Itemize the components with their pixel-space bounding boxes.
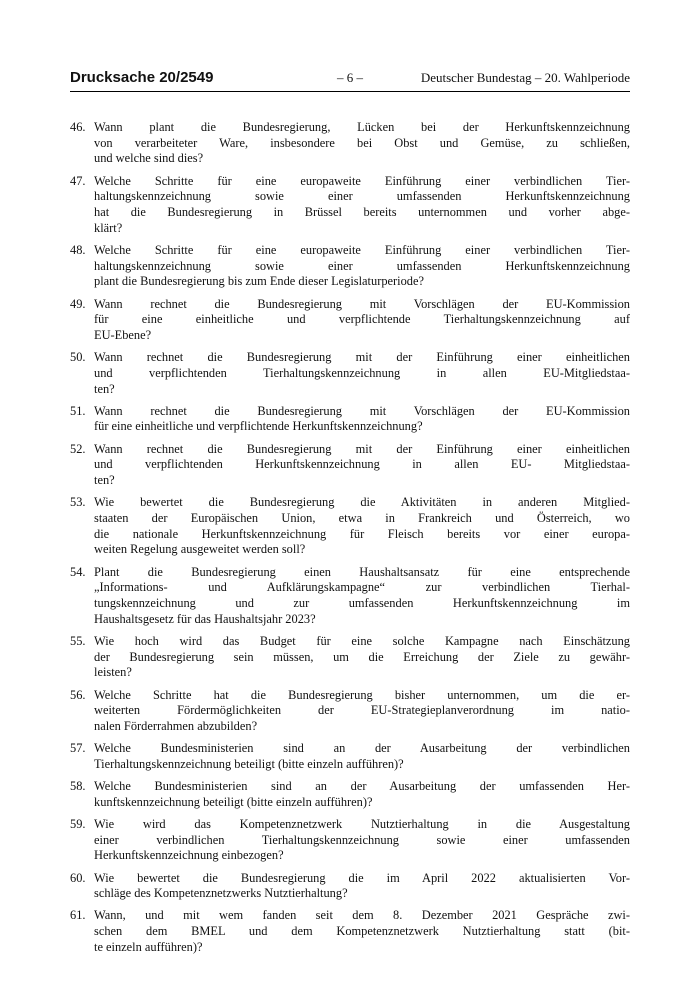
question-item bbox=[70, 908, 630, 955]
question-number: 46. bbox=[70, 120, 86, 134]
question-line: Welche Bundesministerien sind an der Ausarbeitung der umfassenden Her- bbox=[94, 779, 630, 794]
question-item bbox=[70, 741, 630, 772]
question-item bbox=[70, 297, 630, 344]
question-line: Welche Schritte hat die Bundesregierung bisher unternommen, um die er- bbox=[94, 687, 630, 702]
publisher-label: Deutscher Bundestag – 20. Wahlperiode bbox=[420, 70, 630, 85]
question-item bbox=[70, 817, 630, 864]
question-text bbox=[94, 779, 630, 810]
question-line: für eine einheitliche und verpflichtende Tierhaltungskennzeichnung auf bbox=[94, 312, 630, 327]
question-text bbox=[94, 871, 630, 902]
question-item bbox=[70, 688, 630, 735]
question-number: 47. bbox=[70, 173, 86, 188]
question-item bbox=[70, 174, 630, 237]
question-line: Wie bewertet die Bundesregierung die Aktivitäten in anderen Mitglied- bbox=[94, 495, 630, 510]
question-line: Wann plant die Bundesregierung, Lücken bei der Herkunftskennzeichnung bbox=[94, 120, 630, 134]
question-text bbox=[94, 442, 630, 489]
question-line: Wann rechnet die Bundesregierung mit der Einführung einer einheitlichen bbox=[94, 350, 630, 365]
question-line: Wann, und mit wem fanden seit dem 8. Dezember 2021 Gespräche zwi- bbox=[94, 908, 630, 923]
page-header bbox=[70, 69, 630, 91]
page-number: – 6 – bbox=[337, 70, 363, 85]
question-number: 51. bbox=[70, 403, 86, 418]
question-line: Wie hoch wird das Budget für eine solche Kampagne nach Einschätzung bbox=[94, 633, 630, 648]
question-line: tungskennzeichnung und zur umfassenden Herkunftskennzeichnung im bbox=[94, 595, 630, 610]
question-number: 48. bbox=[70, 242, 86, 257]
question-number: 49. bbox=[70, 296, 86, 311]
question-item bbox=[70, 495, 630, 558]
question-text bbox=[94, 565, 630, 628]
question-number: 52. bbox=[70, 441, 86, 456]
question-item bbox=[70, 120, 630, 167]
question-line: klärt? bbox=[94, 220, 123, 235]
question-text bbox=[94, 634, 630, 681]
question-text bbox=[94, 120, 630, 167]
question-list bbox=[70, 120, 630, 962]
question-line: leisten? bbox=[94, 665, 132, 680]
question-line: nalen Förderrahmen abzubilden? bbox=[94, 718, 258, 733]
question-line: Herkunftskennzeichnung einbezogen? bbox=[94, 848, 284, 863]
question-line: Welche Schritte für eine europaweite Einführung einer verbindlichen Tier- bbox=[94, 242, 630, 257]
question-item bbox=[70, 634, 630, 681]
question-text bbox=[94, 908, 630, 955]
question-line: Plant die Bundesregierung einen Haushaltsansatz für eine entsprechende bbox=[94, 564, 630, 579]
question-line: Wann rechnet die Bundesregierung mit Vorschlägen der EU-Kommission bbox=[94, 296, 630, 311]
question-text bbox=[94, 174, 630, 237]
question-line: und verpflichtenden Tierhaltungskennzeichnung in allen EU-Mitgliedstaa- bbox=[94, 365, 630, 380]
document-number: Drucksache 20/2549 bbox=[70, 69, 214, 86]
question-line: te einzeln aufführen)? bbox=[94, 939, 203, 954]
question-item bbox=[70, 243, 630, 290]
question-line: EU-Ebene? bbox=[94, 327, 152, 342]
question-text bbox=[94, 741, 630, 772]
question-line: für eine einheitliche und verpflichtende Herkunftskennzeichnung? bbox=[94, 419, 423, 434]
header-rule bbox=[70, 91, 630, 92]
question-line: Wann rechnet die Bundesregierung mit Vorschlägen der EU-Kommission bbox=[94, 403, 630, 418]
question-line: haltungskennzeichnung sowie einer umfassenden Herkunftskennzeichnung bbox=[94, 258, 630, 273]
question-number: 50. bbox=[70, 350, 86, 365]
question-line: Wie wird das Kompetenznetzwerk Nutztierhaltung in die Ausgestaltung bbox=[94, 816, 630, 831]
question-text bbox=[94, 350, 630, 397]
question-line: weiterten Fördermöglichkeiten der EU-Strategieplanverordnung im natio- bbox=[94, 703, 630, 718]
question-number: 55. bbox=[70, 633, 86, 648]
question-line: kunftskennzeichnung beteiligt (bitte einzeln aufführen)? bbox=[94, 794, 373, 809]
question-line: Tierhaltungskennzeichnung beteiligt (bitte einzeln aufführen)? bbox=[94, 756, 404, 771]
question-line: ten? bbox=[94, 381, 115, 396]
question-line: ten? bbox=[94, 473, 115, 488]
question-text bbox=[94, 817, 630, 864]
question-line: plant die Bundesregierung bis zum Ende dieser Legislaturperiode? bbox=[94, 274, 424, 289]
question-text bbox=[94, 243, 630, 290]
question-number: 53. bbox=[70, 495, 86, 510]
question-number: 61. bbox=[70, 908, 86, 923]
question-line: Wie bewertet die Bundesregierung die im April 2022 aktualisierten Vor- bbox=[94, 870, 630, 885]
question-line: weiten Regelung ausgeweitet werden soll? bbox=[94, 542, 306, 557]
question-item bbox=[70, 350, 630, 397]
question-line: haltungskennzeichnung sowie einer umfassenden Herkunftskennzeichnung bbox=[94, 189, 630, 204]
question-line: schen dem BMEL und dem Kompetenznetzwerk Nutztierhaltung statt (bit- bbox=[94, 924, 630, 939]
question-text bbox=[94, 495, 630, 558]
question-line: der Bundesregierung sein müssen, um die Erreichung der Ziele zu gewähr- bbox=[94, 649, 630, 664]
question-line: und welche sind dies? bbox=[94, 151, 204, 166]
question-item bbox=[70, 565, 630, 628]
question-number: 56. bbox=[70, 687, 86, 702]
question-line: „Informations- und Aufklärungskampagne“ zur verbindlichen Tierhal- bbox=[94, 580, 630, 595]
question-item bbox=[70, 442, 630, 489]
question-text bbox=[94, 404, 630, 435]
question-item bbox=[70, 871, 630, 902]
question-text bbox=[94, 688, 630, 735]
question-line: die nationale Herkunftskennzeichnung für Fleisch bereits vor einer europa- bbox=[94, 526, 630, 541]
question-item bbox=[70, 404, 630, 435]
question-line: Welche Schritte für eine europaweite Einführung einer verbindlichen Tier- bbox=[94, 173, 630, 188]
question-number: 57. bbox=[70, 741, 86, 756]
question-text bbox=[94, 297, 630, 344]
question-number: 59. bbox=[70, 816, 86, 831]
question-number: 60. bbox=[70, 870, 86, 885]
question-line: schläge des Kompetenznetzwerks Nutztierhaltung? bbox=[94, 886, 348, 901]
question-line: Haushaltsgesetz für das Haushaltsjahr 2023? bbox=[94, 611, 316, 626]
question-number: 58. bbox=[70, 779, 86, 794]
question-line: Wann rechnet die Bundesregierung mit der Einführung einer einheitlichen bbox=[94, 441, 630, 456]
question-line: Welche Bundesministerien sind an der Ausarbeitung der verbindlichen bbox=[94, 741, 630, 756]
question-line: von verarbeiteter Ware, insbesondere bei Obst und Gemüse, zu schließen, bbox=[94, 135, 630, 150]
question-item bbox=[70, 779, 630, 810]
question-line: einer verbindlichen Tierhaltungskennzeichnung sowie einer umfassenden bbox=[94, 832, 630, 847]
question-line: staaten der Europäischen Union, etwa in Frankreich und Österreich, wo bbox=[94, 510, 630, 525]
question-line: und verpflichtenden Herkunftskennzeichnung in allen EU- Mitgliedstaa- bbox=[94, 457, 630, 472]
question-line: hat die Bundesregierung in Brüssel bereits unternommen und vorher abge- bbox=[94, 205, 630, 220]
question-number: 54. bbox=[70, 564, 86, 579]
